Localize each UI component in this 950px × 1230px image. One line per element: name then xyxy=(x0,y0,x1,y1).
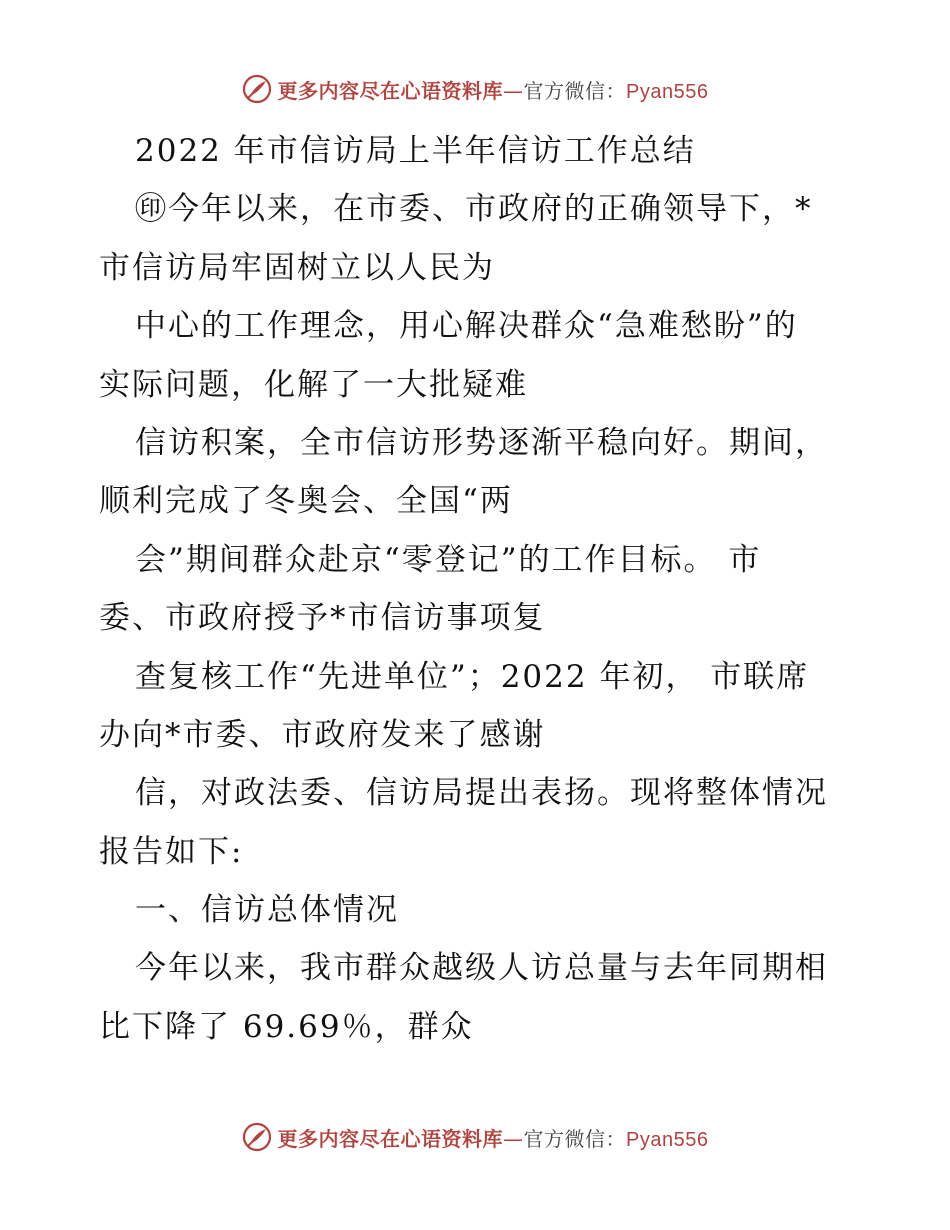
watermark-text xyxy=(278,75,709,104)
text-line: 实际问题，化解了一大批疑难 xyxy=(99,366,528,403)
feather-pen-logo-icon xyxy=(242,74,272,104)
watermark-middle: 官方微信： xyxy=(523,78,627,103)
watermark-lead: 更多内容尽在心语资料库 xyxy=(277,1126,504,1151)
watermark-separator: — xyxy=(503,1126,524,1151)
watermark-id: Pyan556 xyxy=(626,1128,709,1151)
feather-pen-logo-icon xyxy=(242,1122,272,1152)
text-line: 信访积案，全市信访形势逐渐平稳向好。期间， xyxy=(135,424,828,461)
document-body xyxy=(99,122,859,1056)
document-title: 2022 年市信访局上半年信访工作总结 xyxy=(135,133,696,169)
text-line: 市信访局牢固树立以人民为 xyxy=(99,249,495,286)
text-line: 信，对政法委、信访局提出表扬。现将整体情况 xyxy=(135,775,828,812)
text-line: 中心的工作理念，用心解决群众“急难愁盼”的 xyxy=(135,308,798,345)
text-line: ㊞今年以来，在市委、市政府的正确领导下，* xyxy=(135,191,813,228)
section-heading: 一、信访总体情况 xyxy=(135,892,399,929)
watermark-lead: 更多内容尽在心语资料库 xyxy=(277,78,504,103)
text-line: 查复核工作“先进单位”；2022 年初， 市联席 xyxy=(135,658,810,695)
text-line: 比下降了 69.69％，群众 xyxy=(99,1008,474,1045)
text-line: 委、市政府授予*市信访事项复 xyxy=(99,600,546,637)
watermark-separator: — xyxy=(503,78,524,103)
watermark-text xyxy=(278,1123,709,1152)
watermark-header xyxy=(0,74,950,104)
text-line: 顺利完成了冬奥会、全国“两 xyxy=(99,483,513,520)
text-line: 会”期间群众赴京“零登记”的工作目标。 市 xyxy=(135,541,762,578)
watermark-footer xyxy=(0,1122,950,1152)
watermark-id: Pyan556 xyxy=(626,80,709,103)
text-line: 今年以来，我市群众越级人访总量与去年同期相 xyxy=(135,950,828,987)
text-line: 报告如下: xyxy=(99,833,244,870)
watermark-middle: 官方微信： xyxy=(523,1126,627,1151)
text-line: 办向*市委、市政府发来了感谢 xyxy=(99,716,546,753)
